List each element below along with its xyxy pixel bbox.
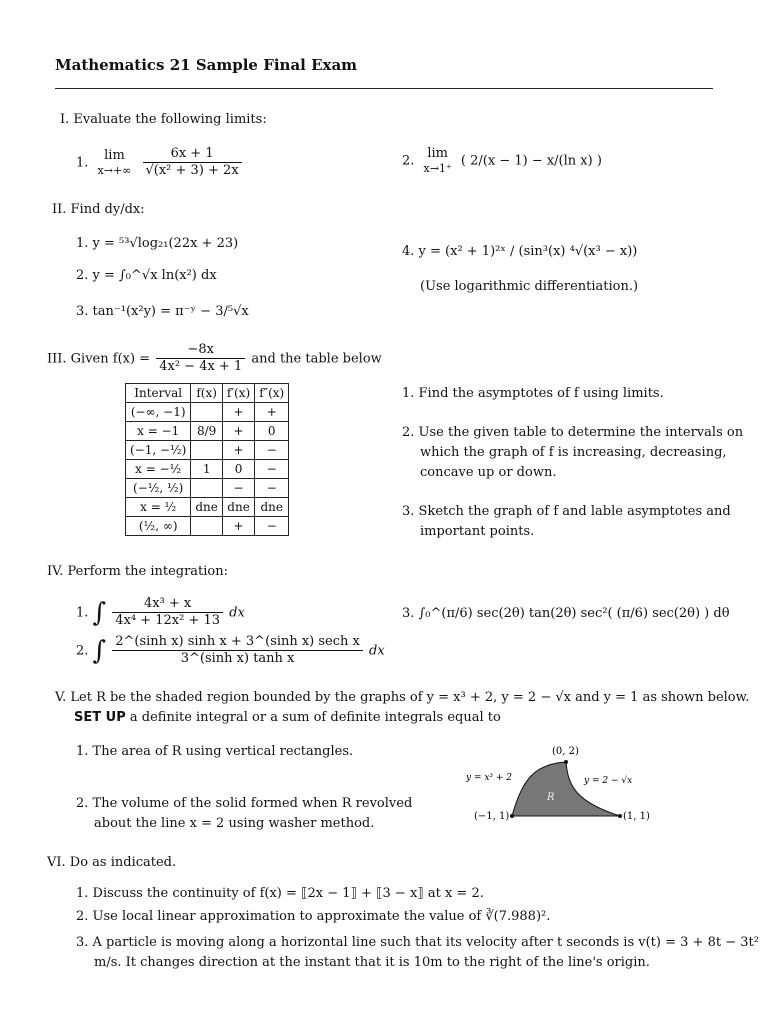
limit-2-expression: ( 2/(x − 1) − x/(ln x) ) xyxy=(460,153,602,169)
limit-item-2 xyxy=(402,146,602,176)
table-header: f(x) xyxy=(191,384,223,403)
section-5-line-1: V. Let R be the shaded region bounded by the graphs of y = x³ + 2, y = 2 − √x and y = 1 as shown below. xyxy=(55,690,750,705)
table-cell: dne xyxy=(255,498,289,517)
section-3-heading xyxy=(47,342,382,376)
section-3-denominator: 4x² − 4x + 1 xyxy=(159,359,243,375)
integral-1-fraction xyxy=(112,596,223,630)
table-cell xyxy=(191,479,223,498)
section-3-task-1: 1. Find the asymptotes of f using limits. xyxy=(402,386,664,401)
table-cell: + xyxy=(222,422,254,441)
limit-1-sub: x→+∞ xyxy=(97,164,132,177)
limit-1-denominator: √(x² + 3) + 2x xyxy=(145,163,239,179)
integral-1-denominator: 4x⁴ + 12x² + 13 xyxy=(115,613,220,629)
section-1-heading: I. Evaluate the following limits: xyxy=(60,112,267,127)
derivative-item-2: 2. y = ∫₀^√x ln(x²) dx xyxy=(76,268,217,283)
table-cell xyxy=(191,517,223,536)
table-row xyxy=(126,460,289,479)
integral-2-numerator: 2^(sinh x) sinh x + 3^(sinh x) sech x xyxy=(112,634,363,651)
table-cell: − xyxy=(222,479,254,498)
table-cell: − xyxy=(255,460,289,479)
section-5-setup-bold: SET UP xyxy=(74,710,126,725)
limit-1-numerator: 6x + 1 xyxy=(143,146,242,163)
region-figure xyxy=(462,740,652,832)
integral-2-number: 2. xyxy=(76,643,89,659)
table-row xyxy=(126,403,289,422)
label-top-point: (0, 2) xyxy=(552,746,579,757)
table-cell: 0 xyxy=(255,422,289,441)
section-5-line-2-rest: a definite integral or a sum of definite integrals equal to xyxy=(129,710,501,725)
table-cell: x = ½ xyxy=(126,498,191,517)
table-header: Interval xyxy=(126,384,191,403)
table-cell: − xyxy=(255,517,289,536)
table-header: f′(x) xyxy=(222,384,254,403)
table-cell: 1 xyxy=(191,460,223,479)
table-cell: dne xyxy=(222,498,254,517)
table-cell: (−1, −½) xyxy=(126,441,191,460)
derivative-item-4-note: (Use logarithmic differentiation.) xyxy=(420,279,639,294)
table-cell: x = −½ xyxy=(126,460,191,479)
page-title: Mathematics 21 Sample Final Exam xyxy=(55,56,358,74)
section-6-item-3-line-1: 3. A particle is moving along a horizontal line such that its velocity after t seconds is v(t) = 3 + 8t − 3t² xyxy=(76,935,759,950)
integral-2-dx: dx xyxy=(369,643,385,659)
section-3-task-2-line-3: concave up or down. xyxy=(420,465,557,480)
table-cell: 0 xyxy=(222,460,254,479)
derivative-item-3: 3. tan⁻¹(x²y) = π⁻ʸ − 3/⁵√x xyxy=(76,304,249,319)
table-cell: + xyxy=(222,517,254,536)
table-header: f″(x) xyxy=(255,384,289,403)
section-3-task-3-line-2: important points. xyxy=(420,524,535,539)
section-2-heading: II. Find dy/dx: xyxy=(52,202,145,217)
integral-1-dx: dx xyxy=(229,605,245,621)
section-3-task-3-line-1: 3. Sketch the graph of f and lable asymptotes and xyxy=(402,504,731,519)
table-cell: x = −1 xyxy=(126,422,191,441)
table-header-row xyxy=(126,384,289,403)
table-cell xyxy=(191,441,223,460)
limit-2-lim: lim xyxy=(427,146,448,161)
sign-table xyxy=(125,383,289,536)
table-row xyxy=(126,479,289,498)
integral-2-denominator: 3^(sinh x) tanh x xyxy=(180,651,295,667)
title-divider xyxy=(55,88,713,89)
table-cell xyxy=(191,403,223,422)
table-cell: + xyxy=(255,403,289,422)
label-left-point: (−1, 1) xyxy=(474,811,510,822)
table-row xyxy=(126,441,289,460)
point-top xyxy=(564,760,568,764)
limit-1-fraction xyxy=(143,146,242,180)
region-r-shape xyxy=(512,762,620,816)
integral-item-3: 3. ∫₀^(π/6) sec(2θ) tan(2θ) sec²( (π/6) sec(2θ) ) dθ xyxy=(402,606,730,621)
limit-2-sub: x→1⁺ xyxy=(423,162,452,176)
table-cell: + xyxy=(222,441,254,460)
integral-sign-icon: ∫ xyxy=(92,635,107,666)
label-right-point: (1, 1) xyxy=(623,811,650,822)
table-row xyxy=(126,498,289,517)
section-6-item-3-line-2: m/s. It changes direction at the instant that it is 10m to the right of the line's origin. xyxy=(94,955,650,970)
integral-2-fraction xyxy=(112,634,363,668)
section-3-numerator: −8x xyxy=(156,342,245,359)
section-4-heading: IV. Perform the integration: xyxy=(47,564,229,579)
point-left xyxy=(510,814,514,818)
integral-item-1 xyxy=(76,596,245,630)
table-cell: + xyxy=(222,403,254,422)
integral-sign-icon: ∫ xyxy=(92,597,107,628)
section-6-item-2: 2. Use local linear approximation to approximate the value of ∛(7.988)². xyxy=(76,909,551,924)
section-3-heading-prefix: III. Given f(x) = xyxy=(47,351,151,367)
limit-2-number: 2. xyxy=(402,153,415,169)
section-3-task-2-line-1: 2. Use the given table to determine the intervals on xyxy=(402,425,744,440)
table-cell: dne xyxy=(191,498,223,517)
table-cell: (−½, ½) xyxy=(126,479,191,498)
limit-item-1 xyxy=(76,146,244,180)
limit-1-lim: lim xyxy=(104,147,125,163)
integral-1-numerator: 4x³ + x xyxy=(112,596,223,613)
section-5-item-2-line-1: 2. The volume of the solid formed when R revolved xyxy=(76,796,413,811)
integral-item-2 xyxy=(76,634,385,668)
section-6-item-1: 1. Discuss the continuity of f(x) = ⟦2x − 1⟧ + ⟦3 − x⟧ at x = 2. xyxy=(76,886,484,901)
section-3-heading-suffix: and the table below xyxy=(251,351,382,367)
section-5-item-1: 1. The area of R using vertical rectangles. xyxy=(76,744,354,759)
table-cell: 8/9 xyxy=(191,422,223,441)
table-row xyxy=(126,517,289,536)
table-cell: − xyxy=(255,479,289,498)
integral-1-number: 1. xyxy=(76,605,89,621)
limit-1-operator xyxy=(95,148,135,178)
label-right-curve: y = 2 − √x xyxy=(584,776,633,786)
limit-1-number: 1. xyxy=(76,155,89,171)
table-row xyxy=(126,422,289,441)
section-3-function-fraction xyxy=(156,342,245,376)
section-3-task-2-line-2: which the graph of f is increasing, decreasing, xyxy=(420,445,727,460)
section-6-heading: VI. Do as indicated. xyxy=(47,855,177,870)
derivative-item-1: 1. y = ⁵³√log₂₁(22x + 23) xyxy=(76,236,239,251)
point-right xyxy=(618,814,622,818)
label-region: R xyxy=(547,792,555,803)
derivative-item-4: 4. y = (x² + 1)²ˣ / (sin³(x) ⁴√(x³ − x)) xyxy=(402,244,638,259)
table-cell: (½, ∞) xyxy=(126,517,191,536)
table-cell: (−∞, −1) xyxy=(126,403,191,422)
label-left-curve: y = x³ + 2 xyxy=(466,773,513,783)
section-5-line-2 xyxy=(74,710,501,725)
table-cell: − xyxy=(255,441,289,460)
section-5-item-2-line-2: about the line x = 2 using washer method. xyxy=(94,816,375,831)
limit-2-operator xyxy=(421,146,455,176)
